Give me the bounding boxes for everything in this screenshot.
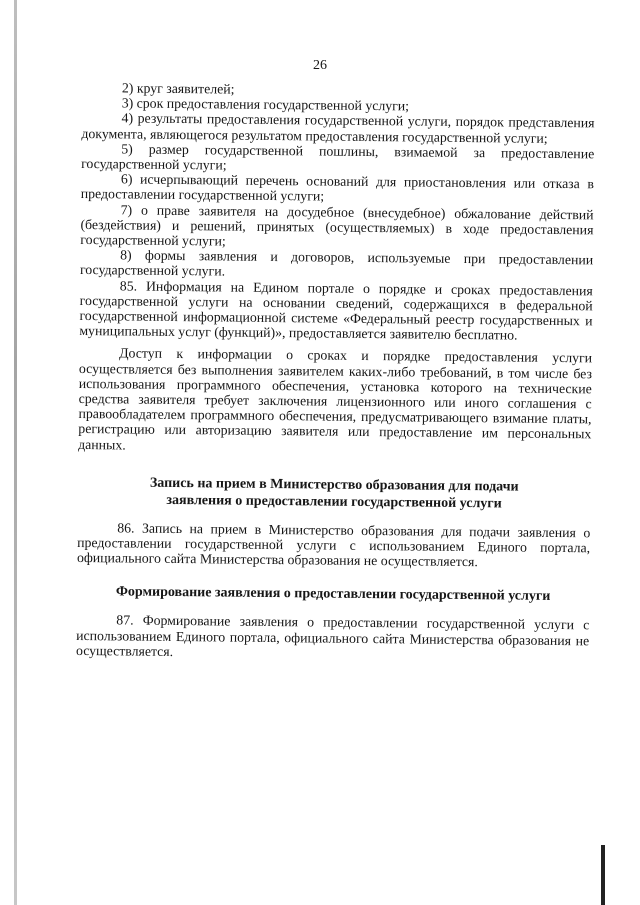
- section-heading: Формирование заявления о предоставлении государственной услуги: [115, 584, 551, 605]
- section-heading-line: Запись на прием в Министерство образования для подачи: [149, 475, 519, 495]
- list-item: 5) размер государственной пошлины, взимаемой за предоставление государственной услуги;: [81, 141, 595, 173]
- list-item: 2) круг заявителей;: [121, 80, 235, 97]
- page-number: 26: [313, 58, 327, 73]
- list-item: 3) срок предоставления государственной услуги;: [121, 95, 410, 114]
- paragraph-87: 87. Формирование заявления о предоставлении государственной услуги с использованием Единого портала, официального сайта Министерства образования не осуществляется.: [75, 612, 590, 659]
- document-body: [76, 80, 595, 663]
- list-item: 7) о праве заявителя на досудебное (внесудебное) обжалование действий (бездействия) и решений, принятых (осуществляемых) в ходе предоставления государственной услуги;: [80, 202, 594, 249]
- scan-right-edge: [601, 845, 605, 905]
- list-item: 4) результаты предоставления государственной услуги, порядок представления документа, являющегося результатом предоставления государственной услуги;: [81, 110, 595, 146]
- paragraph-access: Доступ к информации о сроках и порядке предоставления услуги осуществляется без выполнения заявителем каких-либо требований, в том числе без использования программного обеспечения, установка которого на технические средства заявителя требует заключения лицензионного или иного соглашения с правообладателем программного обеспечения, предусматривающего взимание платы, регистрацию или авторизацию заявителя или предоставление им персональных данных.: [78, 345, 593, 453]
- section-appointment: [77, 474, 591, 571]
- section-application-forming: [76, 583, 590, 663]
- scan-left-edge: [14, 0, 17, 905]
- list-item: 6) исчерпывающий перечень оснований для приостановления или отказа в предоставлении государственной услуги;: [80, 171, 595, 204]
- paragraph-86: 86. Запись на прием в Министерство образования для подачи заявления о предоставлении государственной услуги с использованием Единого портала, официального сайта Министерства образования не осуществляется.: [76, 520, 591, 570]
- section-heading-line: заявления о предоставлении государственной услуги: [166, 492, 502, 512]
- list-item: 8) формы заявления и договоров, используемые при предоставлении государственной услуги.: [79, 247, 594, 279]
- paragraph-85: 85. Информация на Едином портале о порядке и сроках предоставления государственной услуги на основании сведений, содержащихся в федеральной государственной информационной системе «Федеральный реестр государственных и муниципальных услуг (функций)», предоставляется заявителю бесплатно.: [79, 278, 593, 343]
- section-heading: [78, 474, 591, 513]
